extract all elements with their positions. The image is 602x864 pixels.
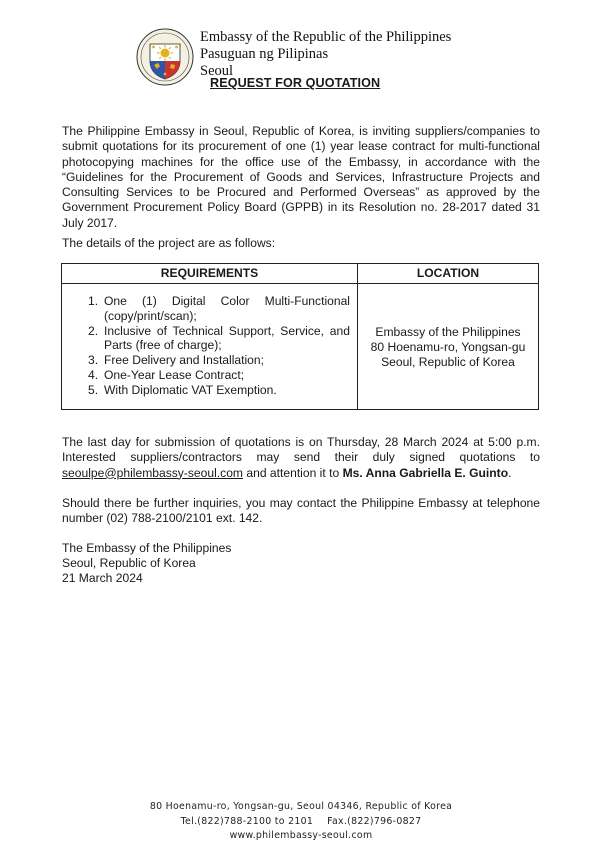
document-title: REQUEST FOR QUOTATION — [210, 76, 381, 90]
item-text: One-Year Lease Contract; — [104, 367, 245, 382]
deadline-end: . — [508, 465, 512, 480]
location-line: 80 Hoenamu-ro, Yongsan-gu — [370, 340, 526, 354]
details-intro: The details of the project are as follows: — [62, 236, 276, 250]
item-number: 2. — [88, 323, 99, 338]
philippine-seal-icon — [136, 28, 194, 86]
item-text: With Diplomatic VAT Exemption. — [104, 382, 277, 397]
list-item — [88, 368, 350, 383]
deadline-text-attention: and attention it to — [246, 465, 340, 480]
footer-contacts — [0, 815, 602, 830]
contact-name: Ms. Anna Gabriella E. Guinto — [342, 465, 509, 480]
header-location: LOCATION — [416, 266, 480, 280]
signature-block — [62, 541, 231, 586]
location-line: Seoul, Republic of Korea — [381, 355, 515, 369]
footer-website[interactable]: www.philembassy-seoul.com — [229, 830, 373, 841]
embassy-name-filipino: Pasuguan ng Pilipinas — [200, 46, 329, 62]
item-number: 1. — [88, 294, 99, 308]
list-item — [88, 383, 350, 398]
inquiries-paragraph: Should there be further inquiries, you may contact the Philippine Embassy at telephone number (02) 788-2100/2101 ext. 142. — [62, 496, 540, 526]
item-number: 4. — [88, 367, 99, 382]
item-text: One (1) Digital Color Multi-Functional (copy/print/scan); — [104, 294, 350, 323]
item-number: 3. — [88, 353, 99, 368]
item-text: Inclusive of Technical Support, Service, and Parts (free of charge); — [104, 323, 350, 353]
deadline-text: The last day for submission of quotations is on Thursday, 28 March 2024 at 5:00 p.m. Interested suppliers/contractors may send their duly signed quotations to — [62, 435, 540, 465]
list-item — [88, 324, 350, 354]
footer-fax: Fax.(822)796-0827 — [327, 815, 422, 827]
email-link[interactable]: seoulpe@philembassy-seoul.com — [62, 465, 244, 480]
table-header-row — [62, 264, 538, 284]
deadline-paragraph — [62, 435, 540, 481]
letterhead — [200, 29, 451, 80]
signature-line: Seoul, Republic of Korea — [62, 556, 196, 570]
header-requirements: REQUIREMENTS — [160, 266, 259, 280]
requirements-list — [88, 294, 350, 398]
requirements-table — [61, 263, 539, 410]
location-cell — [358, 325, 538, 370]
footer — [0, 800, 602, 844]
item-number: 5. — [88, 382, 99, 397]
signature-line: The Embassy of the Philippines — [62, 541, 232, 555]
location-line: Embassy of the Philippines — [375, 325, 521, 339]
list-item — [88, 353, 350, 368]
footer-tel: Tel.(822)788-2100 to 2101 — [180, 815, 314, 827]
item-text: Free Delivery and Installation; — [104, 353, 264, 368]
intro-paragraph: The Philippine Embassy in Seoul, Republic of Korea, is inviting suppliers/companies to submit quotations for its procurement of one (1) year lease contract for multi-functional photocopying machines for the office use of the Embassy, in accordance with the “Guidelines for the Procurement of Goods and Services, Infrastructure Projects and Consulting Services to be Procured and Performed Overseas” as approved by the Government Procurement Policy Board (GPPB) in its Resolution no. 28-2017 dated 31 July 2017. — [62, 124, 540, 230]
embassy-name-english: Embassy of the Republic of the Philippines — [200, 29, 452, 45]
embassy-city: Seoul — [200, 63, 234, 79]
signature-date: 21 March 2024 — [62, 571, 143, 585]
list-item — [88, 294, 350, 324]
footer-address: 80 Hoenamu-ro, Yongsan-gu, Seoul 04346, Republic of Korea — [149, 801, 453, 812]
